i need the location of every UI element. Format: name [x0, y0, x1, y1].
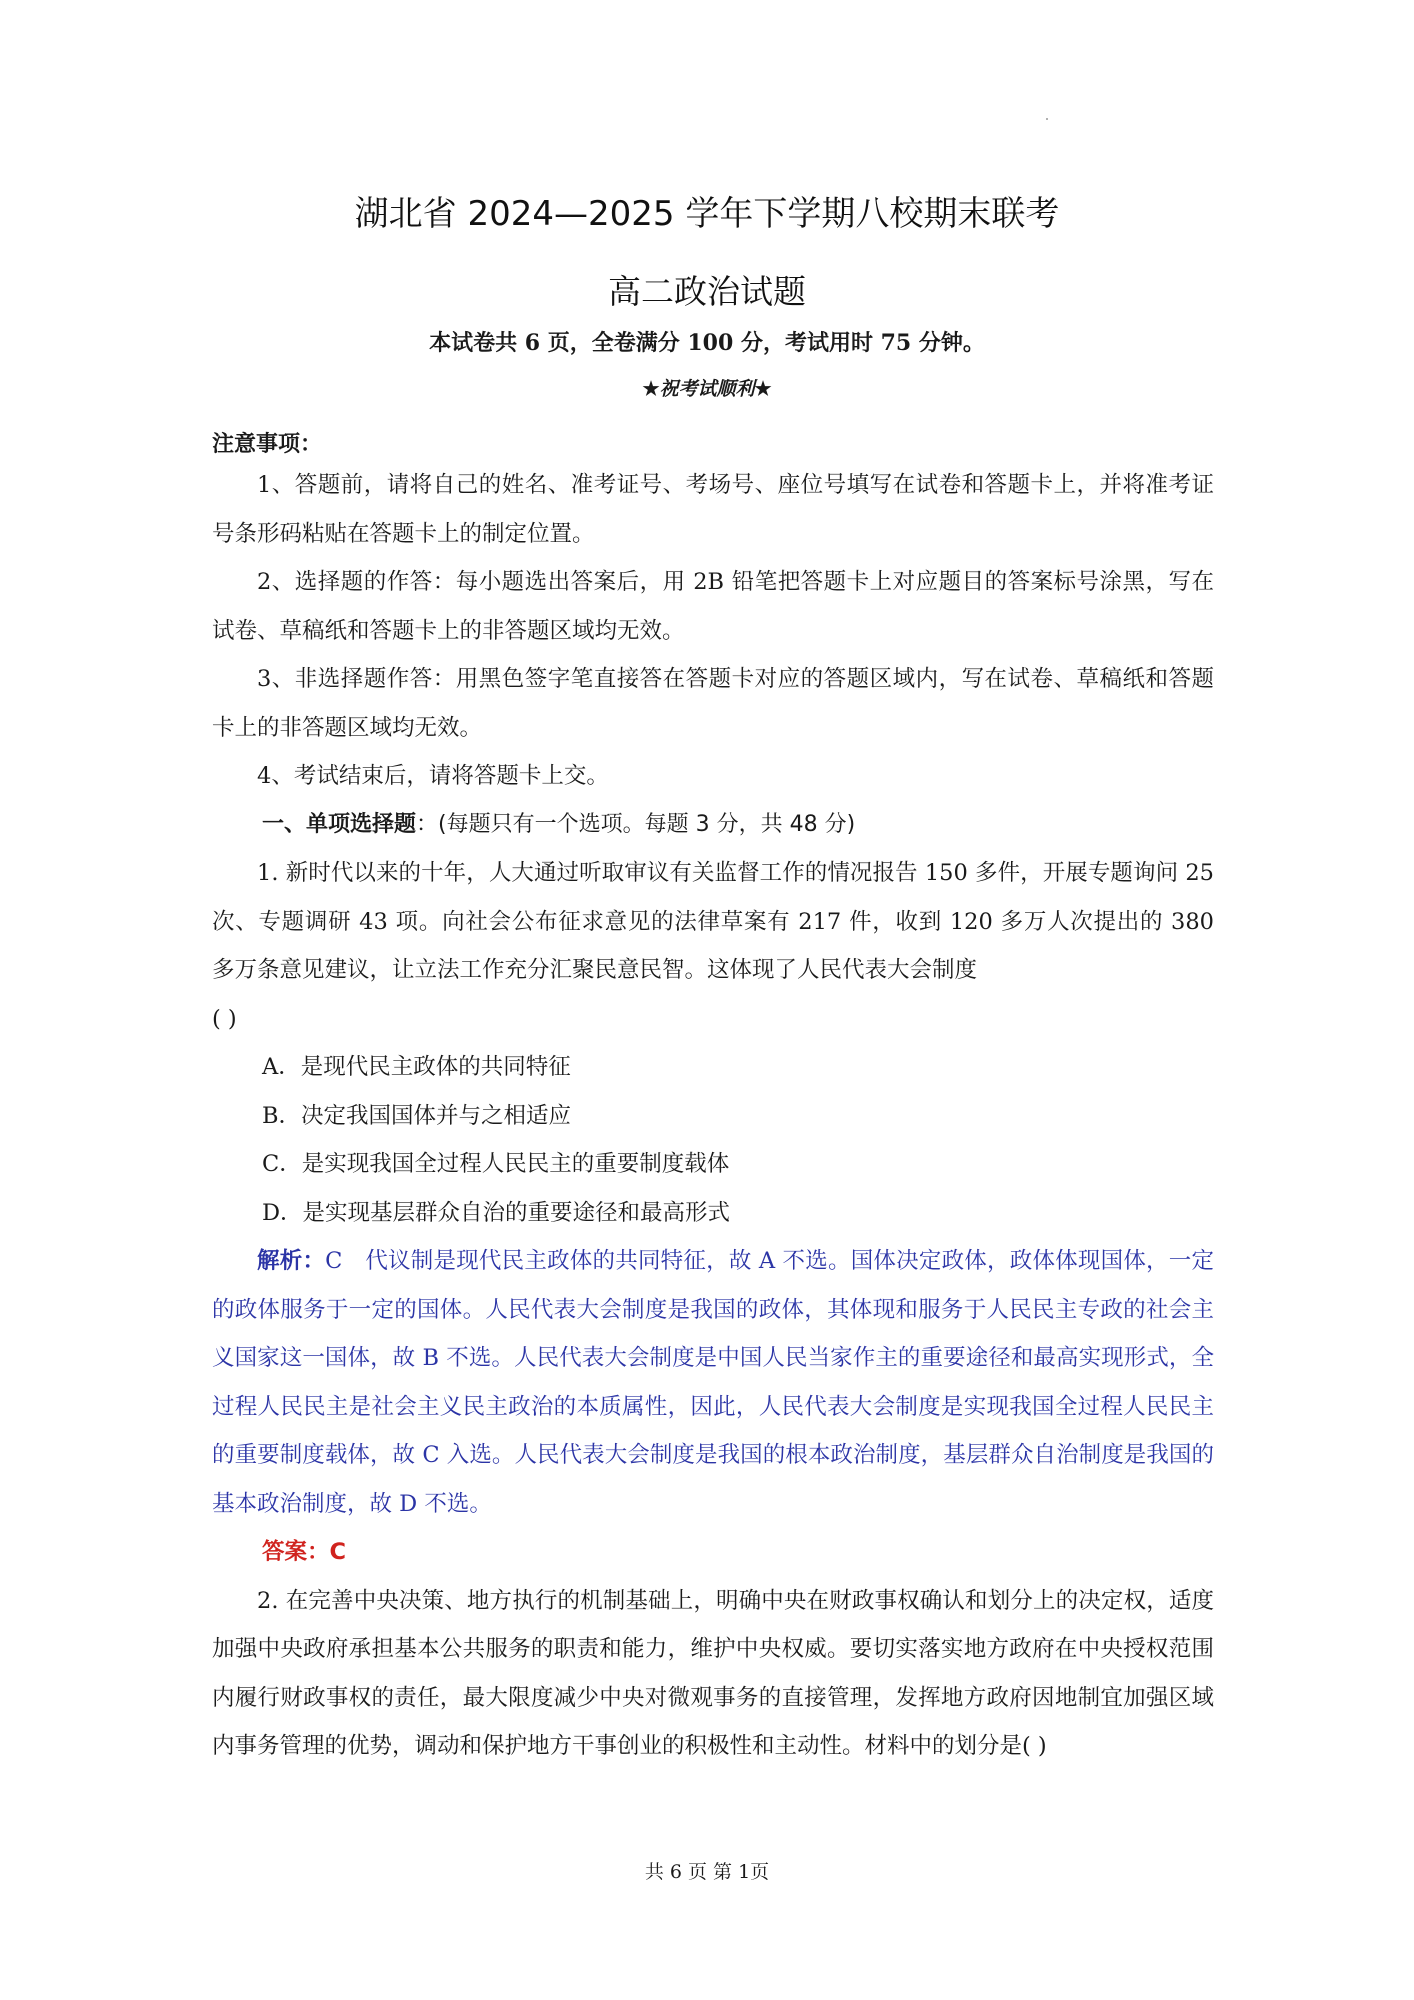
- question-1-analysis: [212, 1237, 1214, 1528]
- question-1-option-c: C．是实现我国全过程人民民主的重要制度载体: [262, 1151, 730, 1177]
- good-luck-line: [0, 374, 1414, 401]
- question-1-stem: 1. 新时代以来的十年，人大通过听取审议有关监督工作的情况报告 150 多件，开展专题询问 25 次、专题调研 43 项。向社会公布征求意见的法律草案有 217 件，收到 120 多万人次提出的 380 多万条意见建议，让立法工作充分汇聚民意民智。这体现了人民代表大会制度: [212, 860, 1214, 983]
- question-1-blank: ( ): [212, 1005, 237, 1032]
- analysis-text: C 代议制是现代民主政体的共同特征，故 A 不选。国体决定政体，政体体现国体，一定的政体服务于一定的国体。人民代表大会制度是我国的政体，其体现和服务于人民民主专政的社会主义国家这一国体，故 B 不选。人民代表大会制度是中国人民当家作主的重要途径和最高实现形式，全过程人民民主是社会主义民主政治的本质属性，因此，人民代表大会制度是实现我国全过程人民民主的重要制度载体，故 C 入选。人民代表大会制度是我国的根本政治制度，基层群众自治制度是我国的基本政治制度，故 D 不选。: [212, 1248, 1214, 1517]
- notice-item: 2、选择题的作答：每小题选出答案后，用 2B 铅笔把答题卡上对应题目的答案标号涂黑，写在试卷、草稿纸和答题卡上的非答题区域均无效。: [212, 569, 1214, 644]
- section-heading-title: 一、单项选择题: [262, 811, 417, 837]
- good-luck-text: 祝考试顺利: [659, 378, 755, 400]
- exam-title: 湖北省 2024—2025 学年下学期八校期末联考: [354, 194, 1060, 234]
- notice-item: 1、答题前，请将自己的姓名、准考证号、考场号、座位号填写在试卷和答题卡上，并将准考证号条形码粘贴在答题卡上的制定位置。: [212, 472, 1214, 547]
- star-icon: ★: [642, 378, 660, 400]
- answer-value: C: [329, 1539, 347, 1565]
- analysis-label: 解析：: [257, 1248, 326, 1274]
- notice-item: 4、考试结束后，请将答题卡上交。: [257, 763, 609, 789]
- answer-label: 答案：: [262, 1539, 330, 1565]
- exam-info: 本试卷共 6 页，全卷满分 100 分，考试用时 75 分钟。: [429, 330, 985, 356]
- page-footer: 共 6 页 第 1页: [644, 1861, 770, 1883]
- question-1-option-b: B．决定我国国体并与之相适应: [262, 1102, 572, 1129]
- notice-title: 注意事项：: [212, 431, 323, 457]
- notice-item: 3、非选择题作答：用黑色签字笔直接答在答题卡对应的答题区域内，写在试卷、草稿纸和答题卡上的非答题区域均无效。: [212, 666, 1214, 741]
- section-heading-note: ：(每题只有一个选项。每题 3 分，共 48 分): [416, 811, 856, 837]
- star-icon: ★: [754, 378, 772, 400]
- exam-subtitle: 高二政治试题: [608, 272, 806, 311]
- question-1-answer: [212, 1528, 1214, 1577]
- question-1-option-d: D．是实现基层群众自治的重要途径和最高形式: [262, 1199, 731, 1226]
- exam-body: [212, 461, 1214, 1771]
- section-heading: [212, 801, 1214, 850]
- question-1-option-a: A．是现代民主政体的共同特征: [262, 1054, 571, 1080]
- scan-speck: [1046, 118, 1048, 120]
- question-2-stem: 2. 在完善中央决策、地方执行的机制基础上，明确中央在财政事权确认和划分上的决定权，适度加强中央政府承担基本公共服务的职责和能力，维护中央权威。要切实落实地方政府在中央授权范围内履行财政事权的责任，最大限度减少中央对微观事务的直接管理，发挥地方政府因地制宜加强区域内事务管理的优势，调动和保护地方干事创业的积极性和主动性。材料中的划分是( ): [212, 1587, 1214, 1759]
